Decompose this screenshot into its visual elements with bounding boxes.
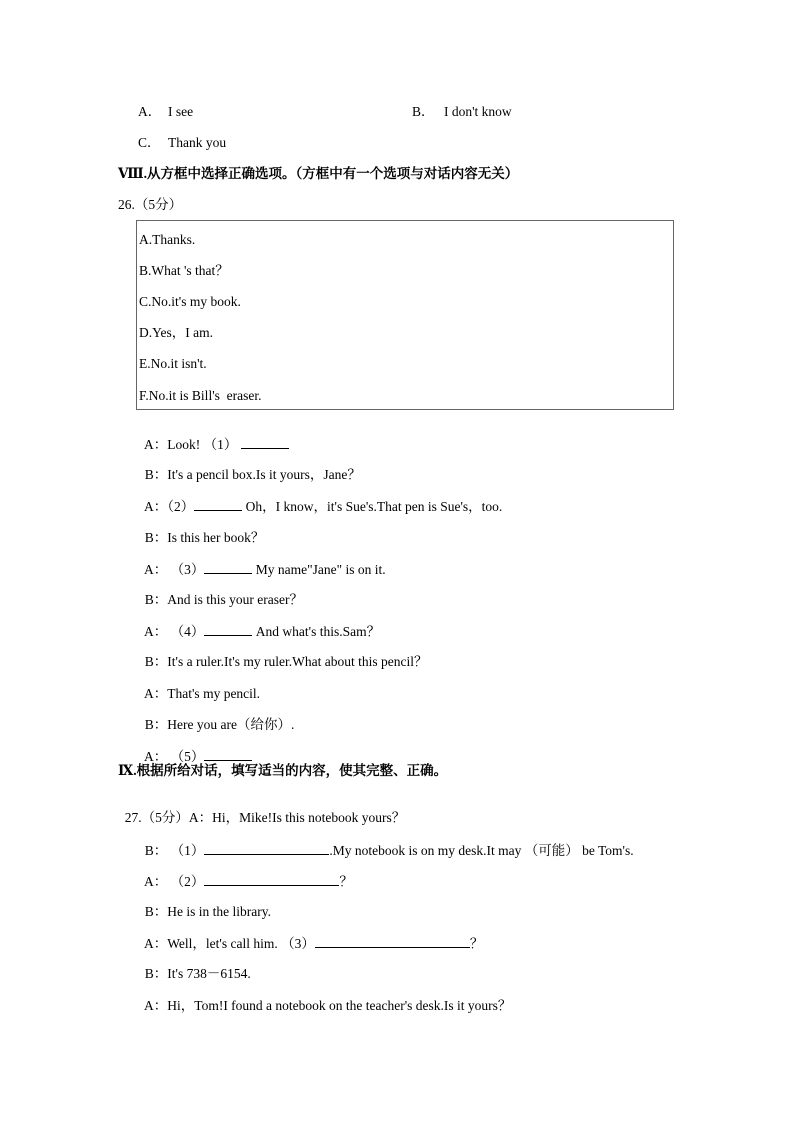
question-26-label: 26.（5分） xyxy=(118,197,183,212)
line-text: ？ xyxy=(339,874,353,889)
speaker: B： xyxy=(144,717,168,732)
line-text: （2） xyxy=(167,874,205,889)
option-a-letter: A． xyxy=(138,104,162,119)
option-a-text: I see xyxy=(168,104,194,119)
box-option-e: E.No.it isn't. xyxy=(139,356,207,371)
option-b-text: I don't know xyxy=(444,104,512,119)
speaker: A： xyxy=(144,686,168,701)
speaker: A： xyxy=(144,749,168,764)
line-text: Look! （1） xyxy=(167,437,238,452)
answer-blank[interactable] xyxy=(204,873,339,886)
line-text: （5） xyxy=(167,749,205,764)
line-text: It's 738－6154. xyxy=(167,966,251,981)
dialogue-line-6 xyxy=(138,576,303,608)
q27-line-4 xyxy=(138,919,483,952)
dialogue-line-8 xyxy=(138,638,427,670)
line-text: .My notebook is on my desk.It may （可能） be Tom's. xyxy=(329,843,634,858)
line-text: （4） xyxy=(167,624,205,639)
box-option-b: B.What 's that？ xyxy=(139,263,229,278)
q27-line-2 xyxy=(138,857,353,890)
box-option-c: C.No.it's my book. xyxy=(139,294,241,309)
dialogue-line-11 xyxy=(138,732,252,765)
line-text: Hi，Tom!I found a notebook on the teacher's desk.Is it yours？ xyxy=(167,998,512,1013)
speaker: A： xyxy=(144,499,168,514)
q27-line-3 xyxy=(138,888,271,920)
speaker: B： xyxy=(144,592,168,607)
answer-blank[interactable] xyxy=(204,748,252,761)
line-text: Is this her book？ xyxy=(167,530,265,545)
line-text: Oh，I know，it's Sue's.That pen is Sue's，too. xyxy=(242,499,503,514)
box-option-a: A.Thanks. xyxy=(139,232,196,247)
option-c-text: Thank you xyxy=(168,135,227,150)
q27-line-1 xyxy=(138,826,634,859)
speaker: B： xyxy=(144,467,168,482)
box-option-f: F.No.it is Bill's eraser. xyxy=(139,388,262,403)
option-b-letter: B． xyxy=(412,104,435,119)
section-9-title: Ⅸ.根据所给对话，填写适当的内容，使其完整、正确。 xyxy=(118,763,448,778)
speaker: A： xyxy=(144,874,168,889)
line-text: He is in the library. xyxy=(167,904,271,919)
question-27-header xyxy=(118,794,405,826)
dialogue-line-9 xyxy=(138,670,260,702)
speaker: B： xyxy=(144,654,168,669)
dialogue-line-4 xyxy=(138,514,264,546)
q27-line-6 xyxy=(138,982,511,1014)
section-8-title: Ⅷ.从方框中选择正确选项。（方框中有一个选项与对话内容无关） xyxy=(118,166,519,181)
answer-blank[interactable] xyxy=(194,498,242,511)
dialogue-line-3 xyxy=(138,482,502,515)
speaker: B： xyxy=(144,843,168,858)
speaker: B： xyxy=(144,966,168,981)
line-text: And is this your eraser？ xyxy=(167,592,303,607)
speaker: A： xyxy=(144,437,168,452)
line-text: （1） xyxy=(167,843,205,858)
speaker: A： xyxy=(144,998,168,1013)
speaker: B： xyxy=(144,904,168,919)
line-text: My name"Jane" is on it. xyxy=(252,562,386,577)
answer-blank[interactable] xyxy=(204,561,252,574)
dialogue-line-5 xyxy=(138,545,386,578)
dialogue-line-10 xyxy=(138,701,294,733)
answer-blank[interactable] xyxy=(315,935,470,948)
line-text: A：Hi，Mike!Is this notebook yours？ xyxy=(188,810,406,825)
speaker: B： xyxy=(144,530,168,545)
dialogue-line-2 xyxy=(138,451,361,483)
q27-line-5 xyxy=(138,950,251,982)
speaker: A： xyxy=(144,624,168,639)
line-text: （3） xyxy=(167,562,205,577)
line-text: （2） xyxy=(167,499,195,514)
dialogue-line-1 xyxy=(138,420,289,453)
answer-blank[interactable] xyxy=(241,436,289,449)
speaker: A： xyxy=(144,562,168,577)
option-c-letter: C． xyxy=(138,135,161,150)
line-text: It's a pencil box.Is it yours，Jane？ xyxy=(167,467,361,482)
line-text: ？ xyxy=(469,936,484,951)
line-text: Well，let's call him. （3） xyxy=(167,936,315,951)
answer-blank[interactable] xyxy=(204,842,329,855)
options-box xyxy=(136,220,674,410)
question-27-label: 27.（5分） xyxy=(124,810,189,825)
box-option-d: D.Yes，I am. xyxy=(139,325,214,340)
line-text: It's a ruler.It's my ruler.What about this pencil？ xyxy=(167,654,428,669)
dialogue-line-7 xyxy=(138,607,380,640)
answer-blank[interactable] xyxy=(204,623,252,636)
line-text: Here you are（给你）. xyxy=(167,717,295,732)
line-text: And what's this.Sam？ xyxy=(252,624,381,639)
line-text: That's my pencil. xyxy=(167,686,261,701)
speaker: A： xyxy=(144,936,168,951)
